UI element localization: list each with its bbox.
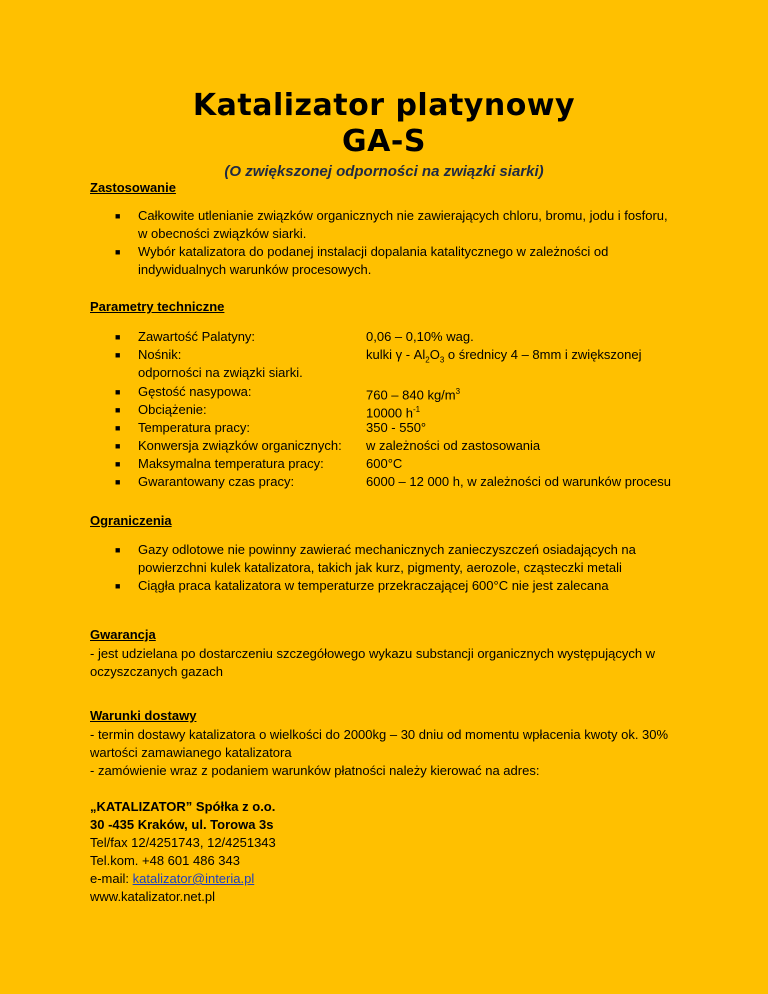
param-value: w zależności od zastosowania (366, 438, 541, 453)
param-label: Zawartość Palatyny: (138, 329, 256, 344)
superscript: 3 (455, 387, 461, 396)
superscript: -1 (413, 405, 421, 414)
title-line-2: GA-S (342, 124, 426, 159)
param-value-part: 10000 h (366, 405, 413, 421)
bullet-icon: ■ (115, 441, 121, 451)
param-label: Nośnik: (138, 347, 182, 362)
bullet-icon: ■ (115, 247, 121, 257)
contact-www: www.katalizator.net.pl (90, 889, 216, 904)
email-label: e-mail: (90, 871, 133, 886)
warunki-line: wartości zamawianego katalizatora (90, 745, 292, 760)
list-item: Całkowite utlenianie związków organicznych nie zawierających chloru, bromu, jodu i fosforu, (138, 208, 668, 223)
subscript: 2 (425, 355, 430, 365)
title-line-1: Katalizator platynowy (192, 88, 576, 123)
list-item-continuation: indywidualnych warunków procesowych. (138, 262, 372, 277)
bullet-icon: ■ (115, 423, 121, 433)
bullet-icon: ■ (115, 211, 121, 221)
param-value-part: O (429, 347, 440, 362)
param-label: Gęstość nasypowa: (138, 384, 252, 399)
bullet-icon: ■ (115, 350, 121, 360)
param-label: Konwersja związków organicznych: (138, 438, 342, 453)
gwarancja-line: oczyszczanych gazach (90, 664, 223, 679)
contact-telkom: Tel.kom. +48 601 486 343 (90, 853, 240, 868)
param-value: 600°C (366, 456, 403, 471)
param-label: Gwarantowany czas pracy: (138, 474, 295, 489)
list-item: Wybór katalizatora do podanej instalacji dopalania katalitycznego w zależności od (138, 244, 609, 259)
section-heading-ograniczenia: Ograniczenia (90, 513, 172, 528)
email-link[interactable]: katalizator@interia.pl (132, 871, 255, 886)
param-value-part: o średnicy 4 – 8mm i zwiększonej (444, 347, 642, 362)
bullet-icon: ■ (115, 459, 121, 469)
gwarancja-line: - jest udzielana po dostarczeniu szczegółowego wykazu substancji organicznych występujących w (90, 646, 656, 661)
section-heading-zastosowanie: Zastosowanie (90, 180, 176, 195)
company-name: „KATALIZATOR” Spółka z o.o. (90, 799, 276, 814)
section-heading-gwarancja: Gwarancja (90, 627, 156, 642)
bullet-icon: ■ (115, 387, 121, 397)
param-value: 350 - 550° (366, 420, 427, 435)
subscript: 3 (439, 355, 445, 365)
bullet-icon: ■ (115, 581, 121, 591)
bullet-icon: ■ (115, 477, 121, 487)
company-address: 30 -435 Kraków, ul. Torowa 3s (90, 817, 274, 832)
section-heading-warunki: Warunki dostawy (90, 708, 197, 723)
subtitle: (O zwiększonej odporności na związki siarki) (224, 163, 544, 180)
param-value (366, 346, 642, 370)
param-value: 6000 – 12 000 h, w zależności od warunków procesu (366, 474, 671, 489)
param-value-part: kulki γ - Al (366, 347, 426, 362)
warunki-line: - zamówienie wraz z podaniem warunków płatności należy kierować na adres: (90, 763, 540, 778)
bullet-icon: ■ (115, 405, 121, 415)
param-value-part: 760 – 840 kg/m (366, 387, 456, 403)
list-item-continuation: w obecności związków siarki. (138, 226, 307, 241)
param-value: 0,06 – 0,10% wag. (366, 329, 474, 344)
param-label: Temperatura pracy: (138, 420, 250, 435)
param-label-continuation: odporności na związki siarki. (138, 365, 303, 380)
param-label: Obciążenie: (138, 402, 207, 417)
contact-email-row (90, 870, 254, 888)
list-item: Gazy odlotowe nie powinny zawierać mechanicznych zanieczyszczeń osiadających na (138, 542, 636, 557)
list-item-continuation: powierzchni kulek katalizatora, takich jak kurz, pigmenty, aerozole, cząsteczki metali (138, 560, 622, 575)
section-heading-parametry: Parametry techniczne (90, 299, 225, 314)
list-item: Ciągła praca katalizatora w temperaturze przekraczającej 600°C nie jest zalecana (138, 578, 609, 593)
contact-telfax: Tel/fax 12/4251743, 12/4251343 (90, 835, 276, 850)
bullet-icon: ■ (115, 332, 121, 342)
warunki-line: - termin dostawy katalizatora o wielkości do 2000kg – 30 dniu od momentu wpłacenia kwoty ok. 30% (90, 727, 669, 742)
param-label: Maksymalna temperatura pracy: (138, 456, 324, 471)
bullet-icon: ■ (115, 545, 121, 555)
